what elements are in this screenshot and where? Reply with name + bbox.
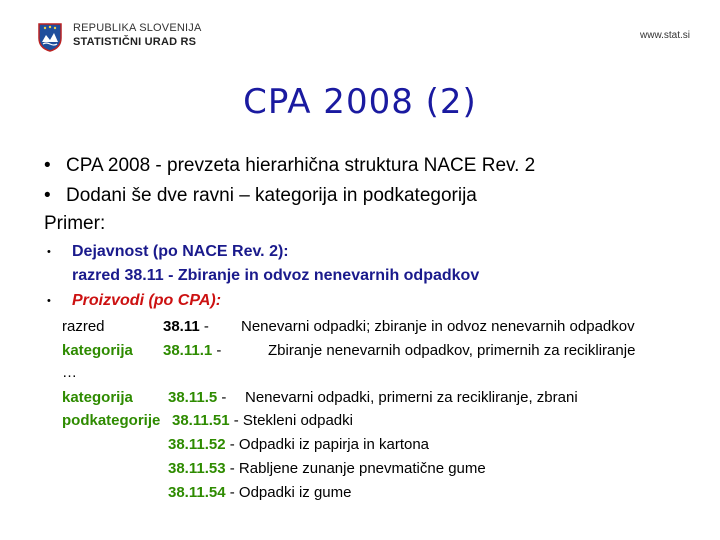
bullet-dot: • xyxy=(47,295,51,307)
bullet-item xyxy=(44,185,477,207)
bullet-dot: • xyxy=(47,246,51,258)
row-text: Odpadki iz gume xyxy=(238,484,352,501)
row-text: Stekleni odpadki xyxy=(242,412,353,429)
row-text: Nenevarni odpadki, primerni za recikliranje, zbrani xyxy=(245,389,578,406)
row-code xyxy=(172,412,353,429)
org-name-line2: STATISTIČNI URAD RS xyxy=(73,36,197,48)
bullet-dot: • xyxy=(44,185,51,206)
org-name-line1: REPUBLIKA SLOVENIJA xyxy=(73,22,202,34)
row-code xyxy=(168,484,351,501)
row-text: Nenevarni odpadki; zbiranje in odvoz nenevarnih odpadkov xyxy=(241,318,635,335)
bullet-item xyxy=(44,155,535,177)
code-value: 38.11 xyxy=(163,318,200,335)
row-code xyxy=(168,389,226,406)
website-link[interactable]: www.stat.si xyxy=(640,30,691,41)
slovenia-coat-of-arms-icon xyxy=(35,22,65,52)
code-separator: - xyxy=(212,342,222,359)
code-separator: - xyxy=(225,460,239,477)
bullet-text: Dodani še dve ravni – kategorija in podkategorija xyxy=(66,185,477,206)
activity-label: Dejavnost (po NACE Rev. 2): xyxy=(72,243,289,260)
level-label: razred xyxy=(62,318,105,335)
row-code xyxy=(163,342,221,359)
slide-title: CPA 2008 (2) xyxy=(243,82,477,122)
row-text: Odpadki iz papirja in kartona xyxy=(238,436,430,453)
code-value: 38.11.51 xyxy=(172,412,230,429)
code-separator: - xyxy=(225,436,239,453)
code-value: 38.11.1 xyxy=(163,342,213,359)
code-value: 38.11.52 xyxy=(168,436,226,453)
activity-detail: razred 38.11 - Zbiranje in odvoz nenevarnih odpadkov xyxy=(72,267,480,284)
ellipsis: … xyxy=(62,364,77,381)
code-value: 38.11.5 xyxy=(168,389,218,406)
row-code xyxy=(168,436,429,453)
code-separator: - xyxy=(225,484,239,501)
row-code xyxy=(168,460,486,477)
code-separator: - xyxy=(229,412,243,429)
level-label: kategorija xyxy=(62,342,133,359)
row-text: Rabljene zunanje pnevmatične gume xyxy=(238,460,486,477)
products-label: Proizvodi (po CPA): xyxy=(72,292,222,309)
bullet-dot: • xyxy=(44,155,51,176)
level-label: kategorija xyxy=(62,389,133,406)
code-value: 38.11.53 xyxy=(168,460,226,477)
row-code xyxy=(163,318,209,335)
bullet-text: CPA 2008 - prevzeta hierarhična struktura NACE Rev. 2 xyxy=(66,155,536,176)
code-value: 38.11.54 xyxy=(168,484,226,501)
code-separator: - xyxy=(199,318,209,335)
primer-label: Primer: xyxy=(44,213,106,234)
row-text: Zbiranje nenevarnih odpadkov, primernih za recikliranje xyxy=(268,342,636,359)
level-label: podkategorije xyxy=(62,412,161,429)
code-separator: - xyxy=(217,389,227,406)
